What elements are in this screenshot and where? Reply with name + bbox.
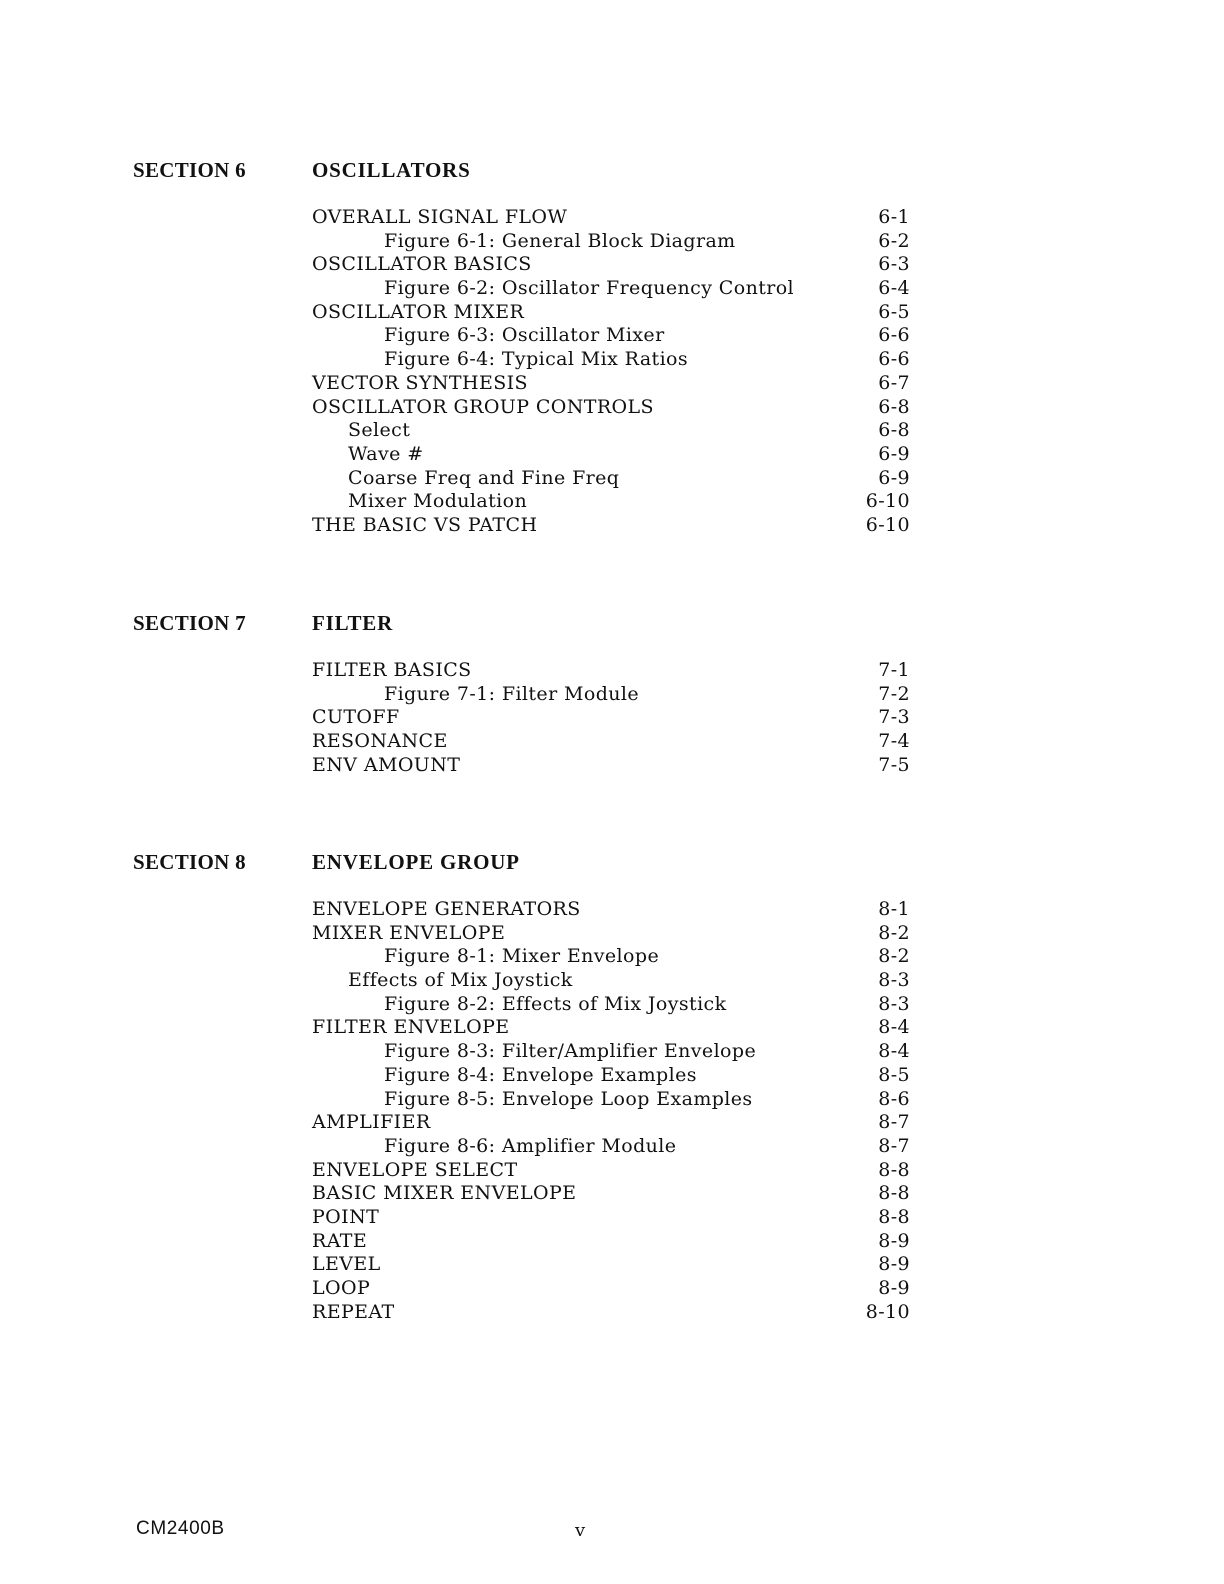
toc-entry-page: 7-4 [878,730,910,753]
toc-entry-title: REPEAT [312,1300,395,1323]
toc-entry [312,1064,910,1088]
toc-entry-page: 6-10 [865,513,910,536]
toc-entry-page: 8-5 [878,1063,910,1086]
toc-entry-page: 6-6 [878,324,910,347]
section-title: ENVELOPE GROUP [312,850,520,874]
section-label: SECTION 6 [133,158,246,182]
toc-entry [312,969,910,993]
toc-entry-title: POINT [312,1205,380,1228]
toc-entry [312,1277,910,1301]
toc-entry-title: Figure 8-1: Mixer Envelope [384,945,660,968]
toc-entry [312,706,910,730]
toc-entry-title: FILTER BASICS [312,659,472,681]
toc-entry-title: Figure 8-2: Effects of Mix Joystick [384,992,727,1015]
toc-entry-page: 6-5 [878,300,910,323]
toc-entry-title: Coarse Freq and Fine Freq [348,466,620,489]
toc-entry [312,1182,910,1206]
toc-entry-page: 8-8 [878,1182,910,1205]
toc-entry-page: 6-3 [878,253,910,276]
toc-entry [312,419,910,443]
toc-entry-page: 7-1 [878,659,910,681]
toc-entry-title: Wave # [348,442,424,465]
toc-entry-page: 8-4 [878,1040,910,1063]
toc-entry [312,1040,910,1064]
toc-entries [312,898,910,1324]
section-title: OSCILLATORS [312,158,471,182]
toc-entry-page: 6-6 [878,348,910,371]
toc-entry-title: Figure 8-6: Amplifier Module [384,1134,677,1157]
toc-entry [312,922,910,946]
toc-entry-page: 7-5 [878,753,910,776]
toc-entry [312,277,910,301]
toc-entry-page: 8-9 [878,1229,910,1252]
toc-entry-page: 6-8 [878,419,910,442]
toc-entry-title: OSCILLATOR MIXER [312,300,525,323]
toc-entry [312,206,910,230]
toc-entry-title: THE BASIC VS PATCH [312,513,538,536]
toc-entry-title: Mixer Modulation [348,490,528,513]
toc-entry [312,754,910,778]
toc-entry-page: 6-8 [878,395,910,418]
toc-entry-title: ENVELOPE SELECT [312,1158,518,1181]
toc-entry-page: 8-2 [878,945,910,968]
toc-entry-page: 8-9 [878,1277,910,1299]
toc-entry [312,1301,910,1325]
toc-entry [312,659,910,683]
toc-entry-title: OSCILLATOR GROUP CONTROLS [312,395,654,418]
toc-entry-page: 8-4 [878,1016,910,1039]
document-code: CM2400B [136,1518,225,1539]
toc-entry-page: 6-7 [878,371,910,394]
toc-entry [312,324,910,348]
toc-entry-page: 8-8 [878,1205,910,1228]
toc-entry-page: 8-3 [878,969,910,992]
toc-entry-page: 6-9 [878,466,910,489]
toc-entry-title: VECTOR SYNTHESIS [312,371,528,394]
toc-entry-title: FILTER ENVELOPE [312,1016,510,1039]
toc-entry-title: RATE [312,1229,368,1252]
toc-entry [312,1111,910,1135]
toc-entry-title: Figure 6-2: Oscillator Frequency Control [384,277,795,300]
toc-entry-title: OVERALL SIGNAL FLOW [312,206,568,228]
toc-entry [312,253,910,277]
toc-entry-page: 7-2 [878,682,910,705]
toc-entry [312,683,910,707]
toc-entry-page: 8-7 [878,1111,910,1134]
toc-entry [312,348,910,372]
toc-entry [312,372,910,396]
toc-entry-title: ENV AMOUNT [312,753,461,776]
toc-entry-title: Select [348,419,411,442]
toc-entry-title: Figure 6-1: General Block Diagram [384,229,736,252]
toc-entry-title: Figure 7-1: Filter Module [384,682,640,705]
toc-entry [312,1230,910,1254]
toc-entry-title: Figure 8-4: Envelope Examples [384,1063,697,1086]
toc-entry-title: AMPLIFIER [312,1111,431,1134]
toc-entry-page: 6-9 [878,442,910,465]
toc-entry-title: Figure 8-3: Filter/Amplifier Envelope [384,1040,757,1063]
toc-entry-page: 8-6 [878,1087,910,1110]
toc-entry-title: RESONANCE [312,730,448,753]
toc-entry-title: CUTOFF [312,706,400,729]
toc-entry-title: Figure 6-4: Typical Mix Ratios [384,348,689,371]
toc-entry-title: ENVELOPE GENERATORS [312,898,581,920]
section-label: SECTION 8 [133,850,246,874]
toc-entry [312,443,910,467]
toc-entry-title: Figure 6-3: Oscillator Mixer [384,324,665,347]
toc-entry-title: Effects of Mix Joystick [348,969,573,992]
toc-entry-title: MIXER ENVELOPE [312,921,506,944]
toc-entry [312,301,910,325]
toc-entry-title: Figure 8-5: Envelope Loop Examples [384,1087,753,1110]
toc-entry [312,993,910,1017]
section-title: FILTER [312,611,394,635]
toc-entry [312,230,910,254]
toc-entry [312,467,910,491]
toc-entry [312,396,910,420]
toc-entry-title: OSCILLATOR BASICS [312,253,532,276]
page-number: v [575,1520,586,1541]
toc-entry-title: BASIC MIXER ENVELOPE [312,1182,577,1205]
toc-entry-page: 6-1 [878,206,910,228]
toc-entry-page: 8-1 [878,898,910,920]
toc-entry-page: 8-7 [878,1134,910,1157]
toc-entry [312,1016,910,1040]
toc-entry [312,1253,910,1277]
toc-entry-page: 8-8 [878,1158,910,1181]
toc-entry [312,730,910,754]
toc-entry-page: 8-9 [878,1253,910,1276]
toc-entries [312,206,910,538]
toc-entry-page: 8-2 [878,921,910,944]
toc-entry [312,945,910,969]
toc-entry [312,1206,910,1230]
toc-entry-page: 6-4 [878,277,910,300]
toc-entry-page: 6-10 [865,490,910,513]
toc-entry [312,1159,910,1183]
toc-entry [312,514,910,538]
toc-entry-page: 8-10 [865,1300,910,1323]
toc-entry [312,1088,910,1112]
toc-entry [312,1135,910,1159]
toc-entries [312,659,910,777]
section-label: SECTION 7 [133,611,246,635]
toc-entry-title: LOOP [312,1277,371,1299]
toc-entry [312,898,910,922]
toc-entry-page: 8-3 [878,992,910,1015]
toc-entry [312,490,910,514]
toc-entry-page: 7-3 [878,706,910,729]
toc-entry-page: 6-2 [878,229,910,252]
toc-entry-title: LEVEL [312,1253,381,1276]
